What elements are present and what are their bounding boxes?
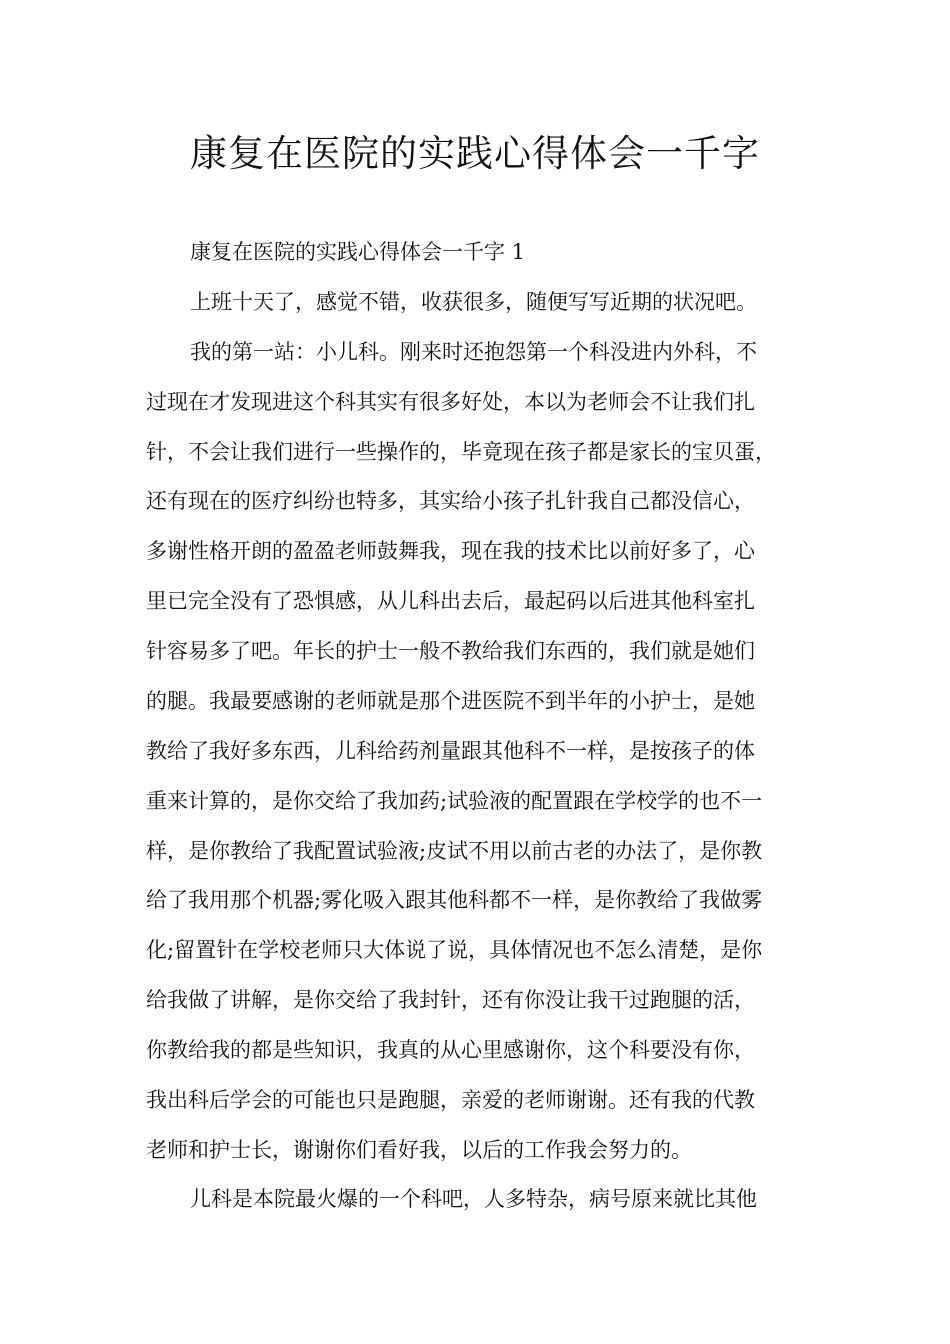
paragraph-line: 我出科后学会的可能也只是跑腿，亲爱的老师谢谢。还有我的代教 bbox=[146, 1088, 755, 1112]
paragraph-line: 上班十天了，感觉不错，收获很多，随便写写近期的状况吧。 bbox=[190, 290, 757, 314]
document-title: 康复在医院的实践心得体会一千字 bbox=[190, 132, 760, 175]
paragraph-line: 儿科是本院最火爆的一个科吧，人多特杂，病号原来就比其他 bbox=[190, 1187, 757, 1211]
paragraph-line: 里已完全没有了恐惧感，从儿科出去后，最起码以后进其他科室扎 bbox=[146, 589, 755, 613]
paragraph-line: 多谢性格开朗的盈盈老师鼓舞我，现在我的技术比以前好多了，心 bbox=[146, 539, 755, 563]
paragraph-line: 样，是你教给了我配置试验液;皮试不用以前古老的办法了，是你教 bbox=[146, 839, 763, 863]
paragraph-line: 针，不会让我们进行一些操作的，毕竟现在孩子都是家长的宝贝蛋， bbox=[146, 440, 776, 464]
paragraph-line: 老师和护士长，谢谢你们看好我，以后的工作我会努力的。 bbox=[146, 1138, 692, 1162]
paragraph-line: 给了我用那个机器;雾化吸入跟其他科都不一样，是你教给了我做雾 bbox=[146, 888, 763, 912]
paragraph-line: 我的第一站：小儿科。刚来时还抱怨第一个科没进内外科，不 bbox=[190, 340, 757, 364]
paragraph-line: 的腿。我最要感谢的老师就是那个进医院不到半年的小护士，是她 bbox=[146, 689, 755, 713]
paragraph-line: 你教给我的都是些知识，我真的从心里感谢你，这个科要没有你， bbox=[146, 1038, 755, 1062]
paragraph-line: 给我做了讲解，是你交给了我封针，还有你没让我干过跑腿的活， bbox=[146, 988, 755, 1012]
paragraph-line: 还有现在的医疗纠纷也特多，其实给小孩子扎针我自己都没信心， bbox=[146, 489, 755, 513]
paragraph-line: 教给了我好多东西，儿科给药剂量跟其他科不一样，是按孩子的体 bbox=[146, 739, 755, 763]
paragraph-line: 重来计算的，是你交给了我加药;试验液的配置跟在学校学的也不一 bbox=[146, 789, 763, 813]
section-heading: 康复在医院的实践心得体会一千字 1 bbox=[190, 240, 526, 264]
paragraph-line: 过现在才发现进这个科其实有很多好处，本以为老师会不让我们扎 bbox=[146, 390, 755, 414]
paragraph-line: 针容易多了吧。年长的护士一般不教给我们东西的，我们就是她们 bbox=[146, 639, 755, 663]
paragraph-line: 化;留置针在学校老师只大体说了说，具体情况也不怎么清楚，是你 bbox=[146, 938, 763, 962]
